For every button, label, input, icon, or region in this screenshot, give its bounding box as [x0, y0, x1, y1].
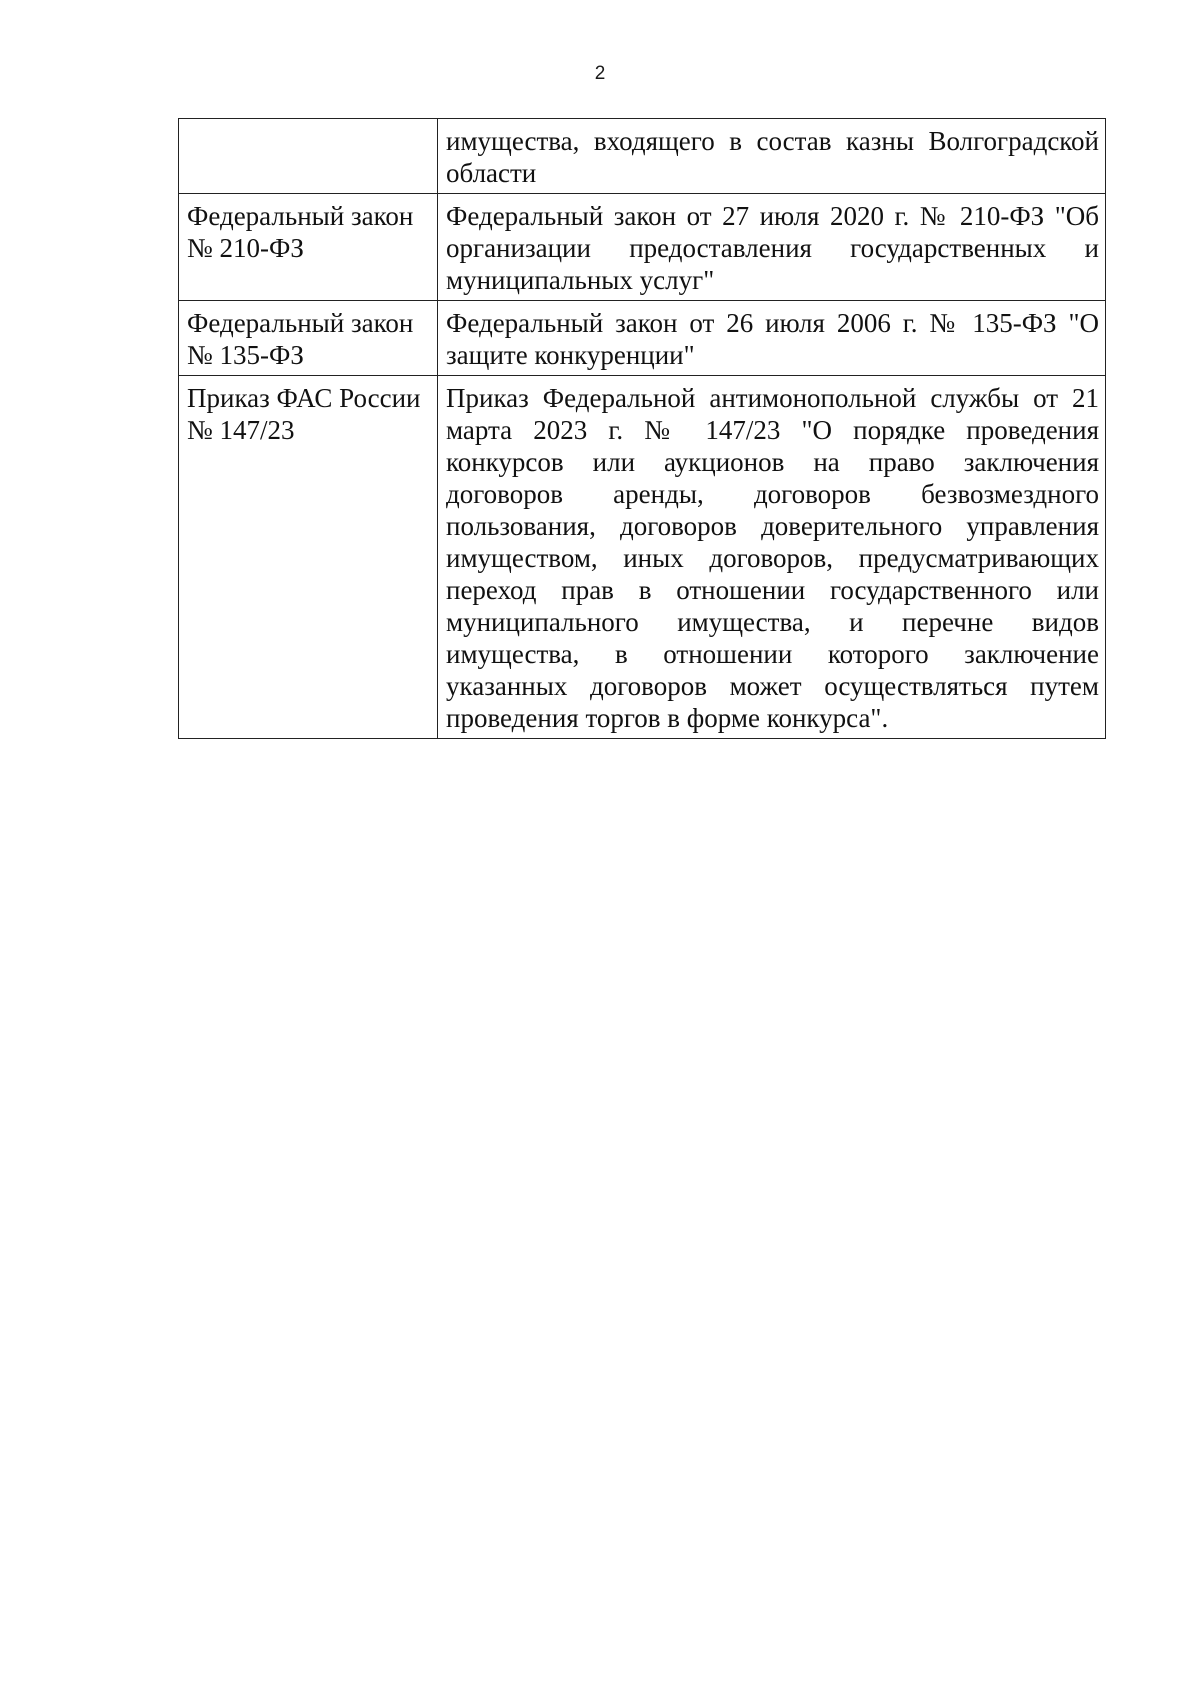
page-number: 2 — [594, 63, 606, 84]
term-cell: Приказ ФАС России № 147/23 — [179, 376, 438, 739]
table-row — [179, 376, 1106, 739]
table-row — [179, 301, 1106, 376]
definition-cell: Федеральный закон от 27 июля 2020 г. № 210-ФЗ "Об организации предоставления государственных и муниципальных услуг" — [438, 194, 1106, 301]
table-row — [179, 119, 1106, 194]
definitions-table — [178, 118, 1106, 739]
term-cell: Федеральный закон № 210-ФЗ — [179, 194, 438, 301]
table-row — [179, 194, 1106, 301]
definition-cell: Федеральный закон от 26 июля 2006 г. № 135-ФЗ "О защите конкуренции" — [438, 301, 1106, 376]
definition-cell: имущества, входящего в состав казны Волгоградской области — [438, 119, 1106, 194]
term-cell: Федеральный закон № 135-ФЗ — [179, 301, 438, 376]
term-cell — [179, 119, 438, 194]
definition-cell: Приказ Федеральной антимонопольной службы от 21 марта 2023 г. № 147/23 "О порядке проведения конкурсов или аукционов на право заключения договоров аренды, договоров безвозмездного пользования, договоров доверительного управления имуществом, иных договоров, предусматривающих переход прав в отношении государственного или муниципального имущества, и перечне видов имущества, в отношении которого заключение указанных договоров может осуществляться путем проведения торгов в форме конкурса". — [438, 376, 1106, 739]
